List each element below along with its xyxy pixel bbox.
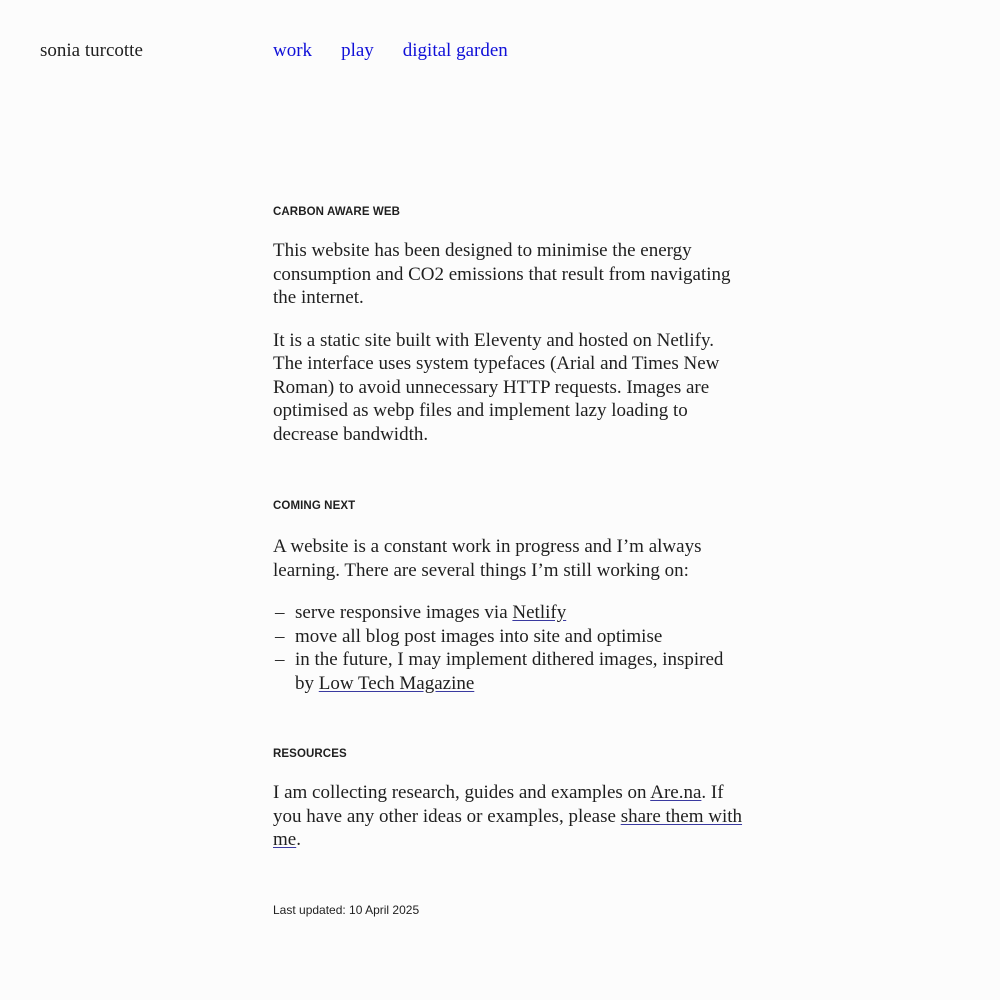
list-item bbox=[273, 625, 743, 649]
coming-next-intro: A website is a constant work in progress and I’m always learning. There are several things I’m still working on: bbox=[273, 536, 702, 581]
main-nav bbox=[273, 38, 537, 64]
arena-link[interactable]: Are.na bbox=[650, 782, 702, 803]
resources-text-after: . bbox=[296, 829, 301, 850]
dash-marker: – bbox=[275, 602, 285, 623]
list-item-text: serve responsive images via bbox=[295, 602, 513, 623]
resources-text-middle: . If you have any other ideas or examples, please bbox=[273, 782, 724, 827]
list-item-text: in the future, I may implement dithered images, inspired by bbox=[295, 649, 724, 694]
nav-link-work[interactable]: work bbox=[273, 40, 313, 61]
list-item-text: move all blog post images into site and optimise bbox=[295, 625, 663, 647]
list-item bbox=[273, 601, 743, 625]
section-coming-next bbox=[273, 499, 743, 695]
dash-marker: – bbox=[275, 649, 285, 670]
section-label-carbon: CARBON AWARE WEB bbox=[273, 206, 401, 218]
main-content bbox=[273, 205, 743, 917]
nav-link-digital-garden[interactable]: digital garden bbox=[402, 40, 508, 61]
carbon-paragraph-1: This website has been designed to minimise the energy consumption and CO2 emissions that result from navigating the internet. bbox=[273, 240, 731, 308]
dash-marker: – bbox=[275, 625, 285, 647]
section-carbon-aware-web bbox=[273, 205, 743, 446]
nav-link-play[interactable]: play bbox=[341, 40, 374, 61]
section-resources bbox=[273, 747, 743, 852]
resources-paragraph bbox=[273, 781, 743, 852]
netlify-link[interactable]: Netlify bbox=[512, 602, 567, 623]
carbon-paragraph-2: It is a static site built with Eleventy and hosted on Netlify. The interface uses system typefaces (Arial and Times New Roman) to avoid unnecessary HTTP requests. Images are optimised as webp files and implement lazy loading to decrease bandwidth. bbox=[273, 329, 720, 445]
site-name-link[interactable]: sonia turcotte bbox=[40, 40, 143, 61]
list-item bbox=[273, 648, 743, 695]
section-label-resources: RESOURCES bbox=[273, 748, 347, 760]
section-label-coming-next: COMING NEXT bbox=[273, 500, 356, 512]
last-updated: Last updated: 10 April 2025 bbox=[273, 902, 420, 917]
low-tech-magazine-link[interactable]: Low Tech Magazine bbox=[318, 672, 475, 694]
share-them-with-me-link[interactable]: share them with me bbox=[273, 805, 743, 850]
resources-text-before: I am collecting research, guides and examples on bbox=[273, 782, 651, 803]
todo-list bbox=[273, 601, 743, 695]
